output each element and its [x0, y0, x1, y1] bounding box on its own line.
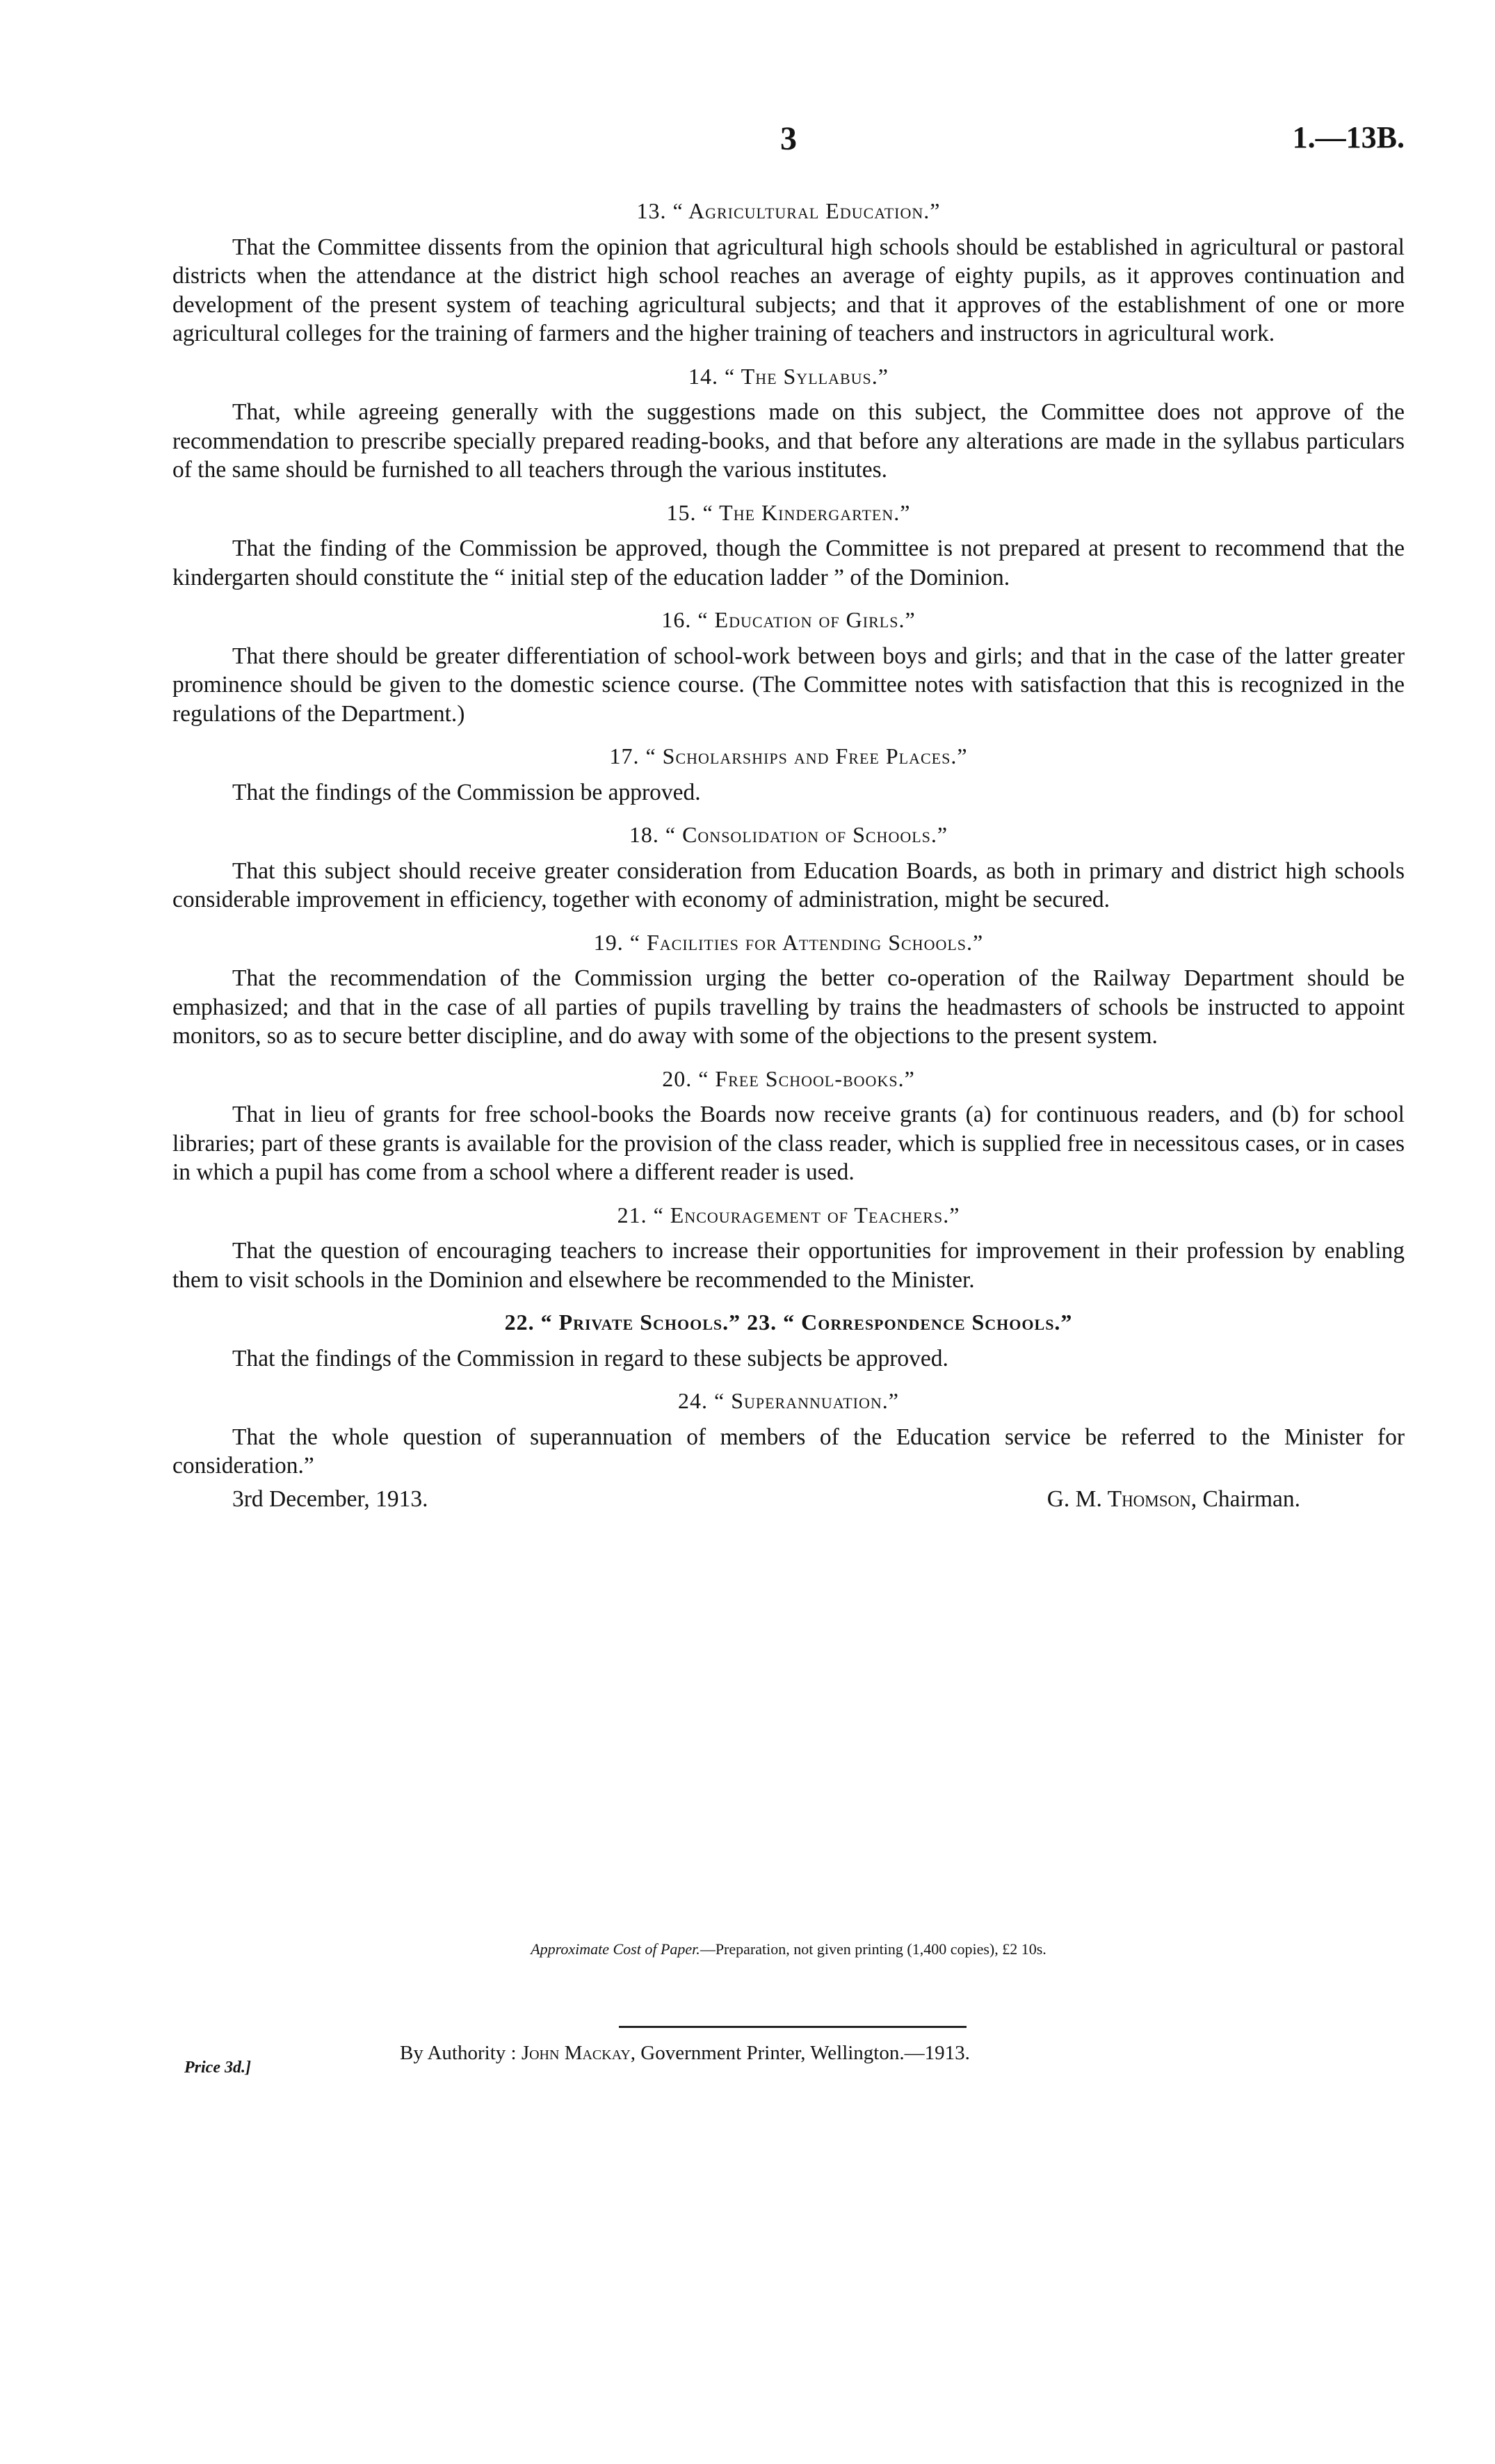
- section-private-correspondence-schools: [172, 1308, 1405, 1373]
- section-paragraph: That the findings of the Commission in regard to these subjects be approved.: [232, 1345, 948, 1371]
- signatory-name: G. M. Thomson,: [1046, 1485, 1197, 1512]
- imprint-printer: John Mackay,: [521, 2042, 636, 2064]
- section-encouragement-of-teachers: [172, 1201, 1405, 1295]
- section-heading: 24. “ Superannuation.”: [678, 1388, 899, 1413]
- section-superannuation: [172, 1387, 1405, 1481]
- section-agricultural-education: [172, 197, 1405, 348]
- price-label: Price 3d.]: [184, 2059, 251, 2077]
- section-heading: 22. “ Private Schools.” 23. “ Correspondence Schools.”: [504, 1310, 1073, 1335]
- section-paragraph: That the whole question of superannuation of members of the Education service be referred to the Minister for consideration.”: [172, 1424, 1405, 1479]
- section-paragraph: That there should be greater differentiation of school-work between boys and girls; and that in the case of the latter greater prominence should be given to the domestic science course. (The Committee notes with satisfaction that this is recognized in the regulations of the Department.): [172, 643, 1405, 727]
- section-paragraph: That this subject should receive greater consideration from Education Boards, as both in primary and district high schools considerable improvement in efficiency, together with economy of administration, might be secured.: [172, 857, 1405, 912]
- section-paragraph: That the findings of the Commission be approved.: [232, 779, 701, 805]
- section-education-of-girls: [172, 606, 1405, 728]
- parliamentary-paper-reference: 1.—13B.: [1292, 120, 1405, 154]
- imprint-suffix: Government Printer, Wellington.—1913.: [640, 2042, 970, 2064]
- section-heading: 19. “ Facilities for Attending Schools.”: [593, 929, 984, 955]
- section-paragraph: That the question of encouraging teachers to increase their opportunities for improvement in their profession by enabling them to visit schools in the Dominion and elsewhere be recommended to the Minister.: [172, 1238, 1405, 1293]
- signatory-title: Chairman.: [1202, 1485, 1300, 1512]
- page-number: 3: [780, 120, 797, 157]
- printer-imprint: [400, 2042, 970, 2065]
- section-heading: 15. “ The Kindergarten.”: [666, 499, 911, 525]
- section-paragraph: That the Committee dissents from the opinion that agricultural high schools should be established in agricultural or pastoral districts when the attendance at the district high school reaches an average of eighty pupils, as it approves continuation and development of the present system of teaching agricultural subjects; and that it approves of the establishment of one or more agricultural colleges for the training of farmers and the higher training of teachers and instructors in agricultural work.: [172, 234, 1405, 346]
- section-kindergarten: [172, 499, 1405, 593]
- report-body: [172, 197, 1405, 1517]
- signature-block: [172, 1485, 1405, 1517]
- section-syllabus: [172, 362, 1405, 485]
- signature-date: 3rd December, 1913.: [232, 1485, 428, 1512]
- section-heading: 14. “ The Syllabus.”: [688, 363, 889, 389]
- section-heading: 21. “ Encouragement of Teachers.”: [617, 1202, 960, 1227]
- section-paragraph: That, while agreeing generally with the suggestions made on this subject, the Committee does not approve of the recommendation to prescribe specially prepared reading-books, and that before any alterations are made in the syllabus particulars of the same should be furnished to all teachers through the various institutes.: [172, 399, 1405, 483]
- section-heading: 20. “ Free School-books.”: [662, 1065, 915, 1091]
- section-paragraph: That the recommendation of the Commission urging the better co-operation of the Railway Department should be emphasized; and that in the case of all parties of pupils travelling by trains the headmasters of schools be instructed to appoint monitors, so as to secure better discipline, and do away with some of the objections to the present system.: [172, 965, 1405, 1049]
- section-heading: 16. “ Education of Girls.”: [661, 607, 916, 632]
- cost-of-paper-note: [172, 1940, 1405, 1958]
- section-free-school-books: [172, 1065, 1405, 1187]
- page-header: [172, 120, 1405, 168]
- section-paragraph: That the finding of the Commission be approved, though the Committee is not prepared at present to recommend that the kindergarten should constitute the “ initial step of the education ladder ” of the Dominion.: [172, 536, 1405, 590]
- footer-divider: [619, 2026, 967, 2028]
- section-facilities: [172, 928, 1405, 1051]
- section-heading: 13. “ Agricultural Education.”: [636, 198, 941, 223]
- cost-label: Approximate Cost of Paper.: [531, 1940, 700, 1958]
- imprint-prefix: By Authority :: [400, 2042, 517, 2064]
- section-scholarships: [172, 742, 1405, 807]
- section-consolidation: [172, 821, 1405, 915]
- section-heading: 18. “ Consolidation of Schools.”: [629, 822, 948, 847]
- cost-detail: —Preparation, not given printing (1,400 copies), £2 10s.: [700, 1940, 1046, 1958]
- signatory: [1047, 1485, 1300, 1514]
- section-heading: 17. “ Scholarships and Free Places.”: [609, 743, 968, 768]
- section-paragraph: That in lieu of grants for free school-books the Boards now receive grants (a) for continuous readers, and (b) for school libraries; part of these grants is available for the provision of the class reader, which is supplied free in necessitous cases, or in cases in which a pupil has come from a school where a different reader is used.: [172, 1102, 1405, 1185]
